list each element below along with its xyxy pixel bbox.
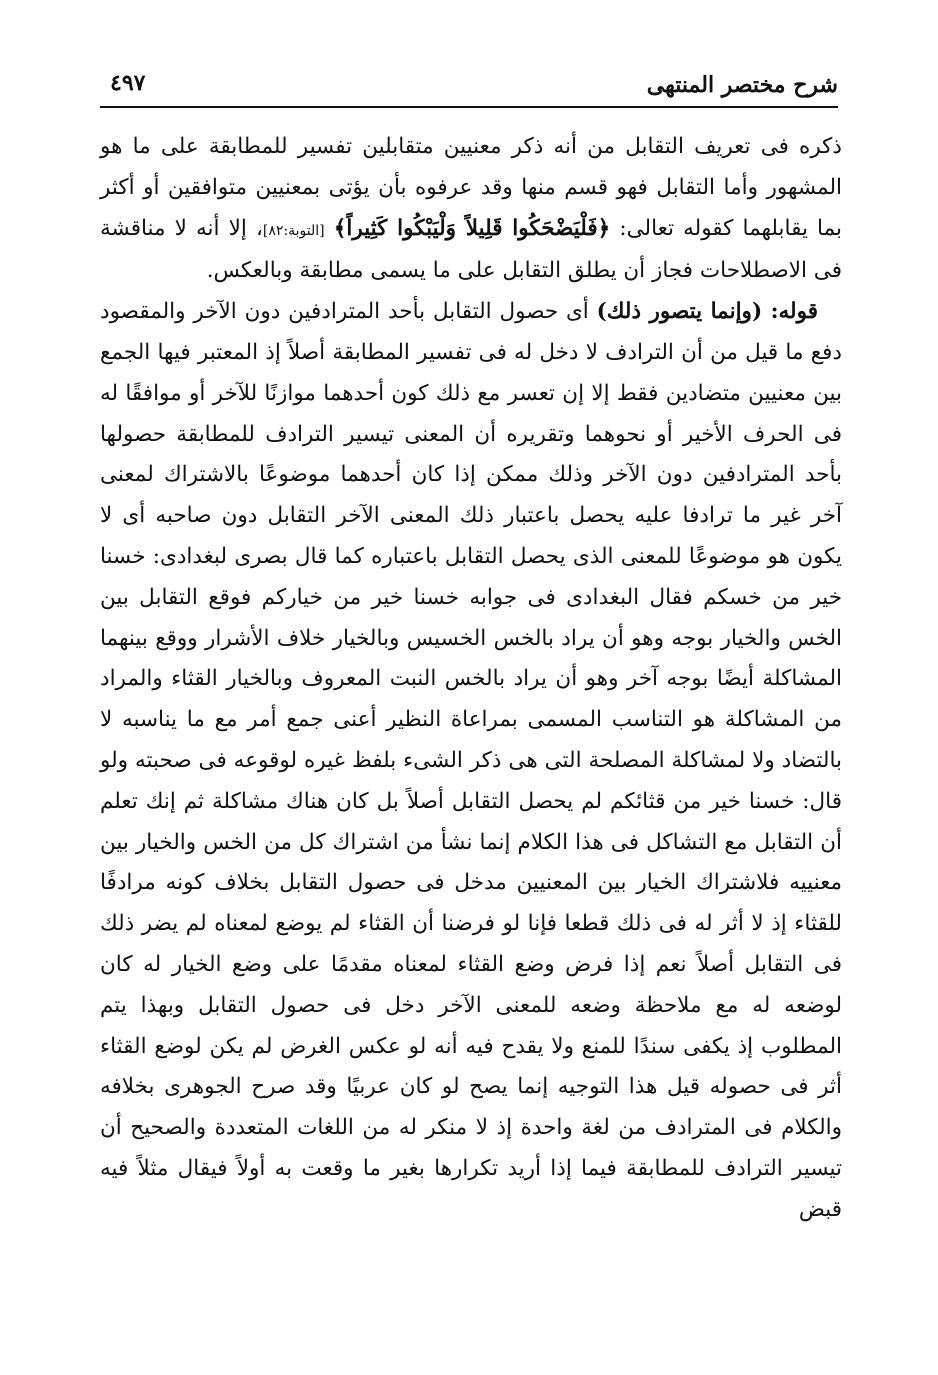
running-title: شرح مختصر المنتهى xyxy=(646,72,838,98)
quran-verse: ﴿فَلْيَضْحَكُوا قَلِيلاً وَلْيَبْكُوا كَثِيراً﴾ xyxy=(333,215,611,241)
running-header xyxy=(100,66,838,108)
paragraph-text: أى حصول التقابل بأحد المترادفين دون الآخر والمقصود دفع ما قيل من أن الترادف لا دخل له فى تفسير المطابقة أصلاً إذ المعتبر فيها الجمع بين معنيين متضادين فقط إلا إن تعسر مع ذلك كون أحدهما موازنًا للآخر أو موافقًا له فى الحرف الأخير أو نحوهما وتقريره أن المعنى تيسير الترادف للمطابقة حصولها بأحد المترادفين دون الآخر وذلك ممكن إذا كان أحدهما موضوعًا بالاشتراك لمعنى آخر غير ما ترادفا عليه يحصل باعتبار ذلك المعنى الآخر التقابل دون صاحبه أى لا يكون هو موضوعًا للمعنى الذى يحصل التقابل باعتباره كما قال بصرى لبغدادى: خسنا خير من خسكم فقال البغدادى فى جوابه خسنا خير من خياركم فوقع التقابل بين الخس والخيار بوجه وهو أن يراد بالخس الخسيس وبالخيار خلاف الأشرار ووقع بينهما المشاكلة أيضًا بوجه آخر وهو أن يراد بالخس النبت المعروف وبالخيار القثاء والمراد من المشاكلة هو التناسب المسمى بمراعاة النظير أعنى جمع أمر مع ما يناسبه لا بالتضاد ولا لمشاكلة المصلحة التى هى ذكر الشىء بلفظ غيره لوقوعه فى صحبته ولو قال: خسنا خير من قثائكم لم يحصل التقابل أصلاً بل كان هناك مشاكلة ثم إنك تعلم أن التقابل مع التشاكل فى هذا الكلام إنما نشأ من اشتراك كل من الخس والخيار بين معنييه فلاشتراك الخيار بين المعنيين مدخل فى حصول التقابل بخلاف كونه مرادفًا للقثاء إذ لا أثر له فى ذلك قطعا فإنا لو فرضنا أن القثاء لم يوضع لمعناه لم يضر ذلك فى التقابل أصلاً نعم إذا فرض وضع القثاء لمعناه مقدمًا على وضع الخيار له كان لوضعه له مع ملاحظة وضعه للمعنى الآخر دخل فى حصول التقابل وبهذا يتم المطلوب إذ يكفى سندًا للمنع ولا يقدح فيه أنه لو عكس الغرض لم يكن لوضع القثاء أثر فى حصوله قيل هذا التوجيه إنما يصح لو كان عربيًا وقد صرح الجوهرى بخلافه والكلام فى المترادف من لغة واحدة إذ لا منكر له من اللغات المتعددة والصحيح أن تيسير الترادف للمطابقة فيما إذا أريد تكرارها بغير ما وقعت به أولاً فيقال مثلاً فيه قبض xyxy=(100,299,842,1222)
body-text xyxy=(100,127,842,1231)
verse-citation: [التوبة:٨٢] xyxy=(262,222,325,239)
page-number: ٤٩٧ xyxy=(110,70,146,96)
paragraph xyxy=(100,127,842,292)
paragraph xyxy=(100,292,842,1230)
commentary-lead: قوله: (وإنما يتصور ذلك) xyxy=(596,299,818,325)
paragraph-text: ، إلا أنه لا مناقشة فى الاصطلاحات فجاز أن يطلق التقابل على ما يسمى مطابقة وبالعكس. xyxy=(100,215,842,284)
paragraph-text: ذكره فى تعريف التقابل من أنه ذكر معنيين متقابلين تفسير للمطابقة على ما هو المشهور وأما التقابل فهو قسم منها وقد عرفوه بأن يؤتى بمعنيين متوافقين أو أكثر بما يقابلهما كقوله تعالى: xyxy=(100,134,843,241)
